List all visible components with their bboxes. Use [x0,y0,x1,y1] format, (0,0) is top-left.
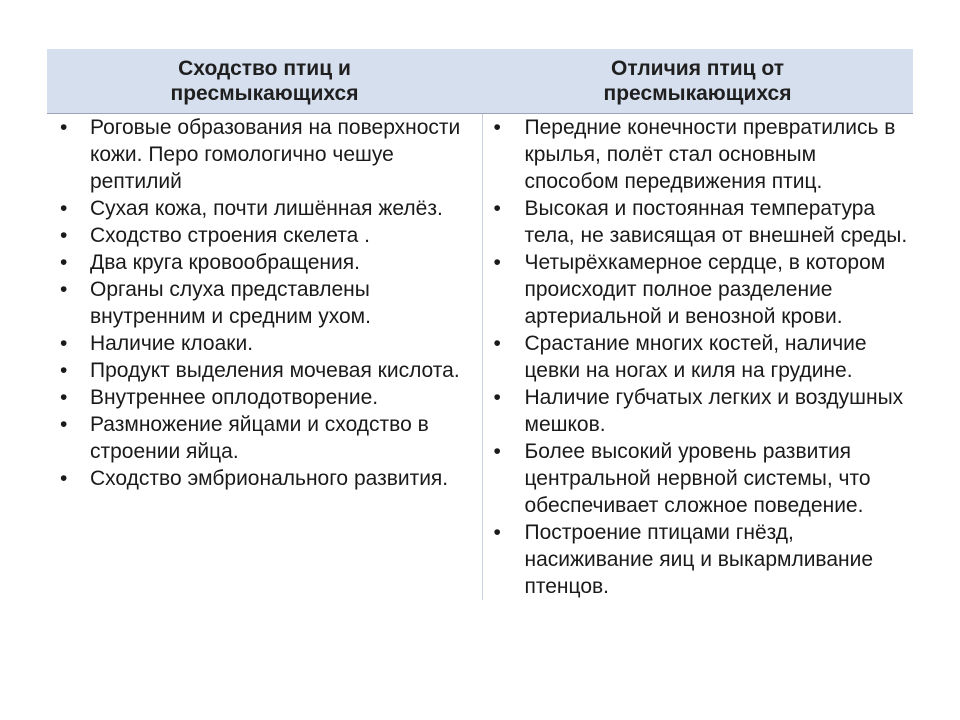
difference-item [483,438,914,519]
similarity-item-text: Размножение яйцами и сходство в строении яйца. [90,413,429,463]
similarity-item-text: Наличие клоаки. [90,332,254,355]
similarity-item [47,195,482,222]
similarity-item-text: Два круга кровообращения. [90,251,360,274]
similarity-item [47,411,482,465]
bullet-icon: • [60,467,68,490]
similarity-item [47,330,482,357]
bullet-icon: • [493,440,501,463]
difference-item [483,384,914,438]
bullet-icon: • [493,332,501,355]
header-similarities: Сходство птиц и пресмыкающихся [170,57,359,105]
similarity-item [47,114,482,195]
similarity-item [47,465,482,492]
similarity-item [47,276,482,330]
differences-list [483,114,914,600]
similarity-item [47,222,482,249]
similarity-item [47,384,482,411]
bullet-icon: • [60,359,68,382]
similarities-cell [47,114,483,600]
bullet-icon: • [60,224,68,247]
bullet-icon: • [60,251,68,274]
difference-item-text: Более высокий уровень развития центральной нервной системы, что обеспечивает сложное поведение. [524,440,871,517]
similarity-item-text: Сходство эмбрионального развития. [90,467,449,490]
similarity-item-text: Органы слуха представлены внутренним и средним ухом. [90,278,371,328]
similarity-item [47,357,482,384]
header-differences: Отличия птиц от пресмыкающихся [603,57,792,105]
table-body-row [47,113,913,600]
bullet-icon: • [493,116,501,139]
difference-item [483,519,914,600]
bullet-icon: • [60,278,68,301]
difference-item [483,195,914,249]
bullet-icon: • [60,413,68,436]
similarity-item-text: Сходство строения скелета . [90,224,371,247]
differences-cell [483,114,914,600]
bullet-icon: • [493,386,501,409]
difference-item [483,330,914,384]
bullet-icon: • [60,332,68,355]
similarity-item-text: Внутреннее оплодотворение. [90,386,379,409]
difference-item-text: Срастание многих костей, наличие цевки на ногах и киля на грудине. [524,332,867,382]
similarities-list [47,114,482,492]
comparison-table [47,49,913,600]
similarity-item-text: Роговые образования на поверхности кожи. Перо гомологично чешуе рептилий [90,116,461,193]
bullet-icon: • [60,116,68,139]
difference-item [483,114,914,195]
bullet-icon: • [493,521,501,544]
difference-item [483,249,914,330]
similarity-item-text: Продукт выделения мочевая кислота. [90,359,460,382]
table-header-row [47,49,913,113]
bullet-icon: • [493,197,501,220]
difference-item-text: Построение птицами гнёзд, насиживание яиц и выкармливание птенцов. [524,521,874,598]
difference-item-text: Передние конечности превратились в крылья, полёт стал основным способом передвижения птиц. [524,116,896,193]
difference-item-text: Четырёхкамерное сердце, в котором происходит полное разделение артериальной и венозной крови. [524,251,886,328]
difference-item-text: Высокая и постоянная температура тела, не зависящая от внешней среды. [524,197,908,247]
bullet-icon: • [493,251,501,274]
similarity-item-text: Сухая кожа, почти лишённая желёз. [90,197,443,220]
similarity-item [47,249,482,276]
bullet-icon: • [60,386,68,409]
difference-item-text: Наличие губчатых легких и воздушных мешков. [524,386,904,436]
bullet-icon: • [60,197,68,220]
